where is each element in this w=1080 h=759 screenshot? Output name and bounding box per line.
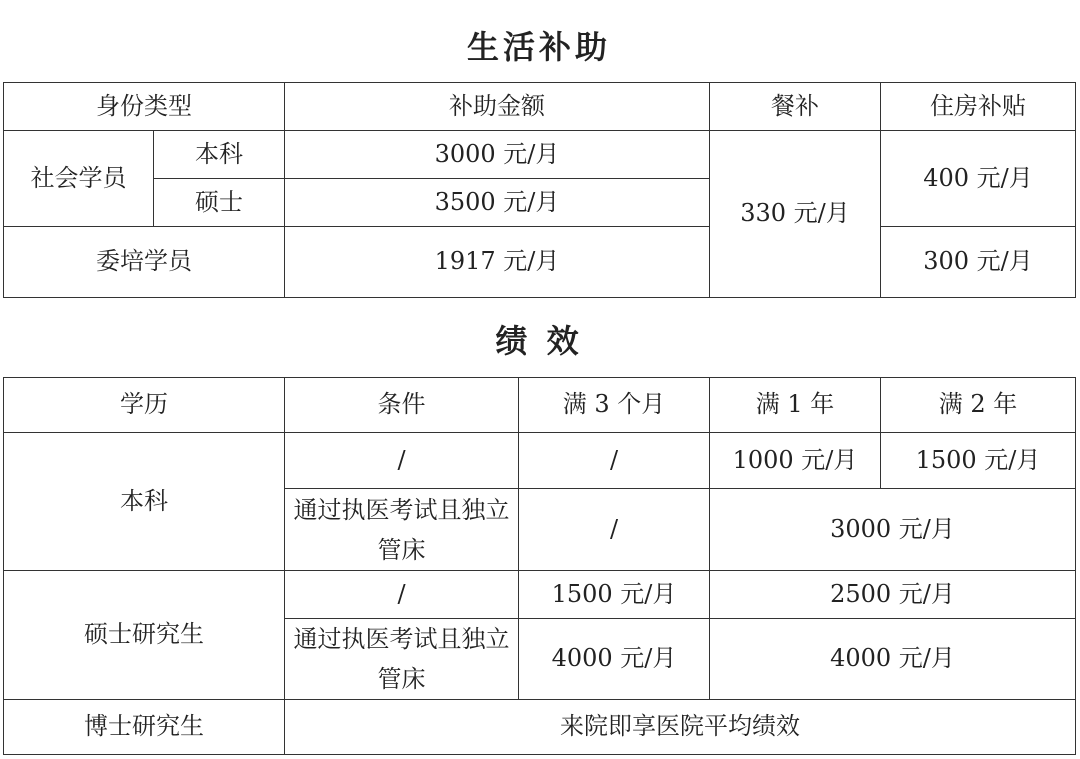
value-cell: 1000 元/月	[710, 433, 881, 489]
header-3-months: 满 3 个月	[519, 378, 710, 433]
table-row	[4, 700, 1076, 755]
commissioned-trainee-label: 委培学员	[4, 227, 285, 298]
value-cell: 2500 元/月	[710, 571, 1076, 619]
value-cell: 1500 元/月	[519, 571, 710, 619]
value-cell: /	[519, 489, 710, 571]
header-identity-type: 身份类型	[4, 83, 285, 131]
header-subsidy-amount: 补助金额	[285, 83, 710, 131]
amount-cell: 3500 元/月	[285, 179, 710, 227]
value-cell: /	[519, 433, 710, 489]
header-housing-allowance: 住房补贴	[881, 83, 1076, 131]
table-row	[4, 433, 1076, 489]
table-row	[4, 571, 1076, 619]
housing-social-value: 400 元/月	[881, 131, 1076, 227]
header-condition: 条件	[285, 378, 519, 433]
section-title-living-subsidy: 生活补助	[466, 28, 611, 66]
value-cell: 4000 元/月	[710, 619, 1076, 700]
living-subsidy-table	[3, 82, 1076, 298]
table-row	[4, 131, 1076, 179]
condition-text: 通过执医考试且独立管床	[293, 625, 510, 693]
education-bachelor: 本科	[4, 433, 285, 571]
education-doctor: 博士研究生	[4, 700, 285, 755]
value-cell: 来院即享医院平均绩效	[285, 700, 1076, 755]
degree-bachelor: 本科	[154, 131, 285, 179]
condition-cell: /	[285, 433, 519, 489]
value-cell: 4000 元/月	[519, 619, 710, 700]
amount-cell: 3000 元/月	[285, 131, 710, 179]
value-cell: 3000 元/月	[710, 489, 1076, 571]
meal-allowance-value: 330 元/月	[710, 131, 881, 298]
performance-table	[3, 377, 1076, 755]
condition-cell	[285, 619, 519, 700]
degree-master: 硕士	[154, 179, 285, 227]
header-2-years: 满 2 年	[881, 378, 1076, 433]
table-row	[4, 227, 1076, 298]
housing-commissioned-value: 300 元/月	[881, 227, 1076, 298]
section-title-performance: 绩 效	[495, 322, 583, 360]
amount-cell: 1917 元/月	[285, 227, 710, 298]
education-master: 硕士研究生	[4, 571, 285, 700]
table-header-row	[4, 83, 1076, 131]
header-meal-allowance: 餐补	[710, 83, 881, 131]
header-1-year: 满 1 年	[710, 378, 881, 433]
social-trainee-label: 社会学员	[4, 131, 154, 227]
condition-text: 通过执医考试且独立管床	[293, 495, 510, 564]
condition-cell	[285, 489, 519, 571]
header-education: 学历	[4, 378, 285, 433]
document-frame	[3, 0, 1075, 757]
value-cell: 1500 元/月	[881, 433, 1076, 489]
table-header-row	[4, 378, 1076, 433]
condition-cell: /	[285, 571, 519, 619]
